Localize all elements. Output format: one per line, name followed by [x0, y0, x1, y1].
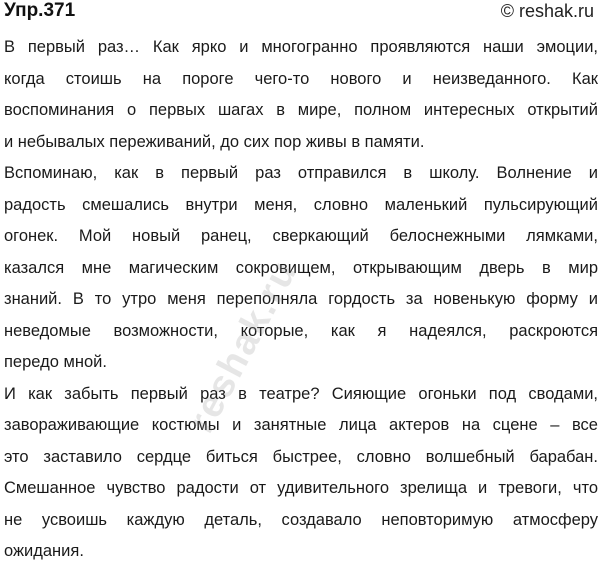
- exercise-text: [4, 32, 598, 568]
- text-line: Смешанное чувство радости от удивительного зрелища и тревоги, что: [4, 479, 598, 497]
- text-line: Вспоминаю, как в первый раз отправился в школу. Волнение и: [4, 164, 598, 182]
- paragraph-3: [4, 379, 598, 568]
- watermark: reshak.ru: [180, 253, 306, 440]
- page-header: [0, 0, 602, 26]
- text-line: это заставило сердце биться быстрее, словно волшебный барабан.: [4, 447, 598, 466]
- text-line: В первый раз… Как ярко и многогранно проявляются наши эмоции,: [4, 38, 598, 56]
- text-line: передо мной.: [4, 353, 107, 371]
- exercise-title: Упр.371: [4, 0, 76, 21]
- text-line: ожидания.: [4, 542, 84, 560]
- paragraph-2: [4, 158, 598, 379]
- text-line: казался мне магическим сокровищем, открывающим дверь в мир: [4, 258, 598, 277]
- text-line: И как забыть первый раз в театре? Сияющие огоньки под сводами,: [4, 384, 598, 403]
- text-line: когда стоишь на пороге чего-то нового и неизведанного. Как: [4, 69, 598, 88]
- text-line: не усвоишь каждую деталь, создавало неповторимую атмосферу: [4, 510, 598, 529]
- text-line: огонек. Мой новый ранец, сверкающий белоснежными лямками,: [4, 227, 598, 245]
- text-line: воспоминания о первых шагах в мире, полном интересных открытий: [4, 101, 598, 119]
- text-line: радость смешались внутри меня, словно маленький пульсирующий: [4, 195, 598, 214]
- text-line: знаний. В то утро меня переполняла гордость за новенькую форму и: [4, 290, 598, 308]
- site-brand: © reshak.ru: [500, 1, 594, 21]
- text-line: и небывалых переживаний, до сих пор живы в памяти.: [4, 132, 425, 151]
- paragraph-1: [4, 32, 598, 158]
- text-line: неведомые возможности, которые, как я надеялся, раскроются: [4, 321, 598, 340]
- text-line: завораживающие костюмы и занятные лица актеров на сцене – все: [4, 416, 598, 434]
